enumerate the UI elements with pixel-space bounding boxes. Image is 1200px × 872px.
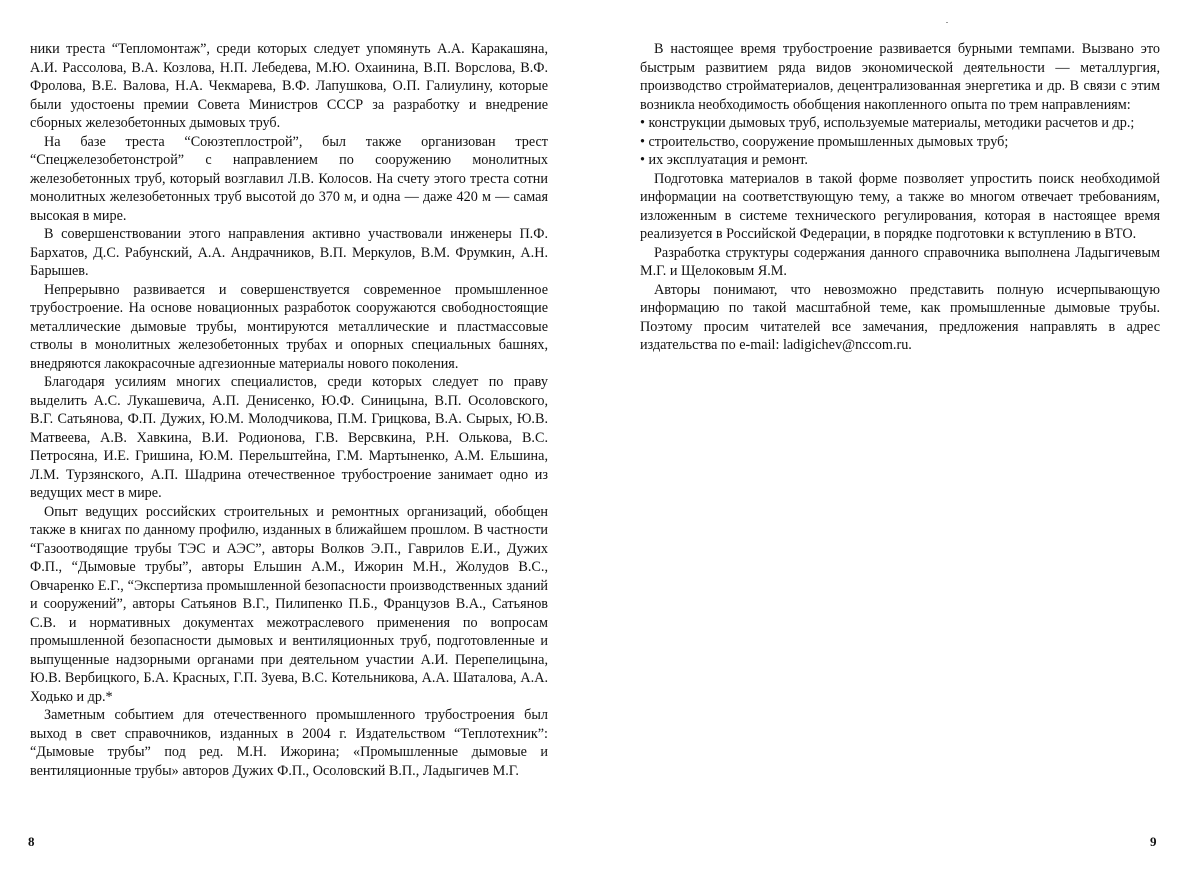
left-paragraph: Благодаря усилиям многих специалистов, среди которых следует по праву выделить А.С. Лукашевича, А.П. Денисенко, Ю.Ф. Синицына, В.П. Осоловского, В.Г. Сатьянова, Ф.П. Дужих, Ю.М. Молодчикова, П.М. Грицкова, В.А. Сырых, Ю.В. Матвеева, А.В. Хавкина, В.И. Родионова, Г.В. Версвкина, Р.Н. Олькова, В.С. Петросяна, И.Е. Гришина, Ю.М. Перельштейна, Г.М. Мартыненко, А.М. Ельшина, Л.М. Турзянского, А.П. Шадрина отечественное трубостроение занимает одно из ведущих мест в мире. [30,374,548,501]
right-page [640,40,1160,355]
page-number-left: 8 [28,834,35,849]
page-number-right: 9 [1150,834,1157,849]
right-paragraph: Разработка структуры содержания данного справочника выполнена Ладыгичевым М.Г. и Щелоковым Я.М. [640,244,1160,279]
left-paragraph: Непрерывно развивается и совершенствуется современное промышленное трубостроение. На основе новационных разработок сооружаются свободностоящие металлические дымовые трубы, монтируются металлические и пластмассовые стволы в монолитных железобетонных трубах и опорных специальных башнях, внедряются лакокрасочные адгезионные материалы нового поколения. [30,281,548,372]
left-paragraph: В совершенствовании этого направления активно участвовали инженеры П.Ф. Бархатов, Д.С. Рабунский, А.А. Андрачников, В.П. Меркулов, В.М. Фрумкин, А.Н. Барышев. [30,226,548,279]
left-paragraph: Опыт ведущих российских строительных и ремонтных организаций, обобщен также в книгах по данному профилю, изданных в ближайшем прошлом. В частности “Газоотводящие трубы ТЭС и АЭС”, авторы Волков Э.П., Гаврилов Е.И., Дужих Ф.П., “Дымовые трубы”, авторы Ельшин А.М., Ижорин М.Н., Жолудов В.С., Овчаренко Е.Г., “Экспертиза промышленной безопасности производственных зданий и сооружений”, авторы Сатьянов В.Г., Пилипенко П.Б., Французов В.А., Сатьянов С.В. и нормативных документах межотраслевого применения по вопросам промышленной безопасности дымовых и вентиляционных труб, подготовленные и выпущенные надзорными органами при деятельном участии А.И. Перепелицына, Ю.В. Вербицкого, Б.А. Красных, Г.П. Зуева, В.С. Котельникова, А.А. Шаталова, А.А. Ходько и др.* [30,503,548,705]
scan-speck [946,22,948,23]
left-paragraph: Заметным событием для отечественного промышленного трубостроения был выход в свет справочников, изданных в 2004 г. Издательством “Теплотехник”: “Дымовые трубы” под ред. М.Н. Ижорина; «Промышленные дымовые и вентиляционные трубы» авторов Дужих Ф.П., Осоловский В.П., Ладыгичев М.Г. [30,707,548,779]
left-paragraph: ники треста “Тепломонтаж”, среди которых следует упомянуть А.А. Каракашяна, А.И. Рассолова, В.А. Козлова, Н.П. Лебедева, М.Ю. Охаинина, В.П. Ворслова, В.Ф. Фролова, В.Е. Валова, Н.А. Чекмарева, В.Ф. Лапушкова, О.П. Галиулину, которые были удостоены премии Совета Министров СССР за разработку и внедрение сборных железобетонных дымовых труб. [30,41,548,131]
bullet-item: • строительство, сооружение промышленных дымовых труб; [640,133,1009,150]
right-paragraph: Подготовка материалов в такой форме позволяет упростить поиск необходимой информации на соответствующую тему, а также во многом отвечает требованиям, изложенным в системе технического регулирования, которая в настоящее время реализуется в Российской Федерации, в порядке подготовки к вступлению в ВТО. [640,170,1160,242]
right-paragraph: Авторы понимают, что невозможно представить полную исчерпывающую информацию по такой масштабной теме, как промышленные дымовые трубы. Поэтому просим читателей все замечания, предложения направлять в адрес издательства по e-mail: ladigichev@nccom.ru. [640,281,1160,353]
right-intro-paragraph: В настоящее время трубостроение развивается бурными темпами. Вызвано это быстрым развитием ряда видов экономической деятельности — металлургия, производство стройматериалов, децентрализованная энергетика и др. В связи с этим возникла необходимость обобщения накопленного опыта по трем направлениям: [640,41,1160,113]
left-paragraph: На базе треста “Союзтеплострой”, был также организован трест “Спецжелезобетонстрой” с направлением по сооружению монолитных железобетонных труб, который возглавил Л.В. Колосов. На счету этого треста сотни монолитных железобетонных труб высотой до 370 м, и одна — даже 420 м — самая высокая в мире. [30,133,548,224]
left-page [30,40,548,780]
bullet-item: • их эксплуатация и ремонт. [640,152,808,168]
bullet-item: • конструкции дымовых труб, используемые материалы, методики расчетов и др.; [640,115,1135,131]
